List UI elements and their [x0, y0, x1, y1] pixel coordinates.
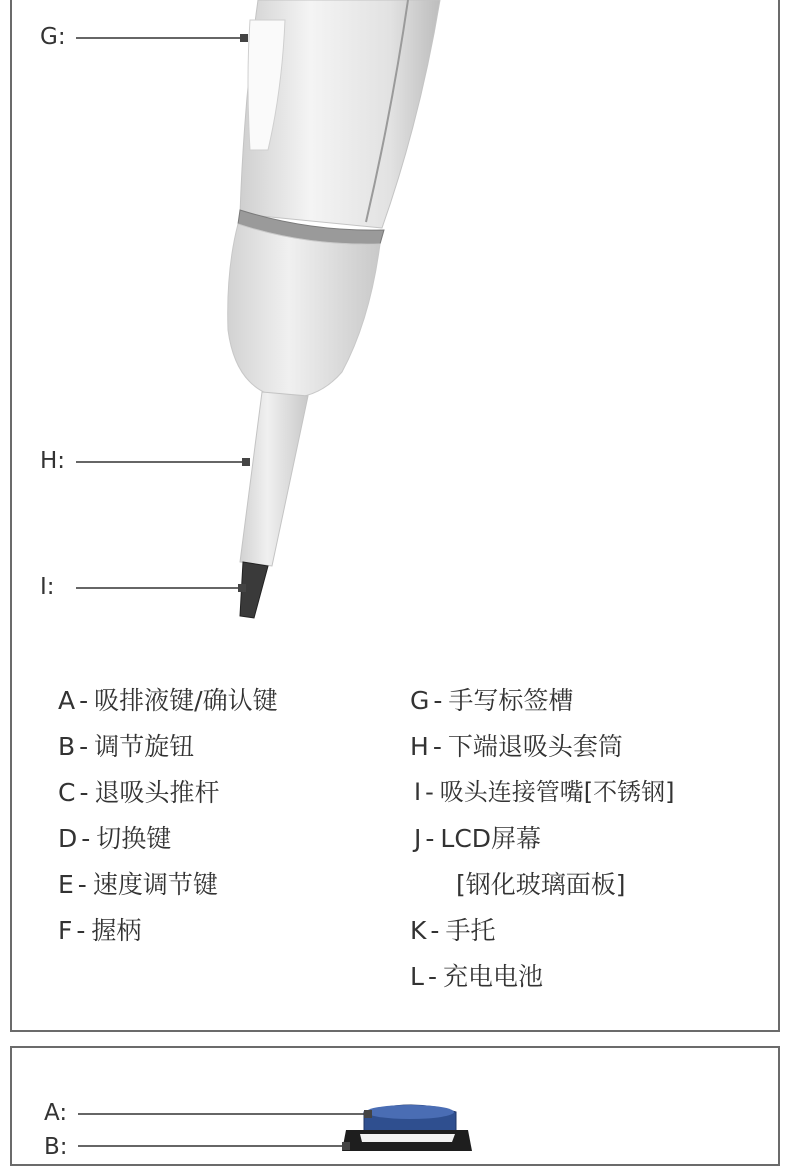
- legend-sep: -: [425, 824, 435, 853]
- legend-sep: -: [425, 778, 434, 806]
- legend-item-a: [58, 688, 278, 713]
- callout-b: B:: [44, 1134, 68, 1160]
- legend-sep: -: [81, 824, 91, 853]
- legend-key: I: [414, 778, 422, 806]
- legend-key: K: [410, 916, 427, 945]
- legend-sep: -: [77, 870, 87, 899]
- legend-text: 手托: [445, 916, 496, 945]
- legend-item-c: [58, 780, 220, 805]
- legend-text: 速度调节键: [92, 870, 218, 899]
- callout-g: G:: [40, 24, 66, 50]
- legend-text: 吸头连接管嘴[不锈钢]: [439, 778, 675, 806]
- legend-sep: -: [79, 686, 89, 715]
- legend-sep: -: [430, 916, 440, 945]
- pipette-lower-body: [228, 224, 380, 398]
- legend-item-i: [414, 780, 674, 804]
- legend-item-f: [58, 918, 141, 943]
- legend-item-h: [410, 734, 623, 759]
- legend-key: A: [58, 686, 76, 715]
- callout-i: I:: [40, 574, 55, 600]
- legend-sep: -: [79, 732, 89, 761]
- legend-item-b: [58, 734, 194, 759]
- legend-item-e: [58, 872, 218, 897]
- legend-key: G: [410, 686, 430, 715]
- legend-key: D: [58, 824, 78, 853]
- legend-text: [钢化玻璃面板]: [456, 870, 626, 899]
- legend-key: L: [410, 962, 424, 991]
- legend-text: 切换键: [96, 824, 172, 853]
- legend-item-l: [410, 964, 543, 989]
- legend-item-j: [414, 826, 541, 851]
- legend-item-j-note: [456, 872, 626, 897]
- legend-key: J: [414, 824, 422, 853]
- legend-item-d: [58, 826, 171, 851]
- legend-text: 手写标签槽: [448, 686, 574, 715]
- legend-item-g: [410, 688, 573, 713]
- legend-key: B: [58, 732, 76, 761]
- pipette-top-panel: [10, 1046, 780, 1166]
- legend-text: 下端退吸头套筒: [447, 732, 623, 761]
- legend-text: 充电电池: [442, 962, 543, 991]
- legend-sep: -: [433, 686, 443, 715]
- legend-sep: -: [76, 916, 86, 945]
- legend-key: C: [58, 778, 76, 807]
- legend-key: F: [58, 916, 73, 945]
- legend-text: 握柄: [91, 916, 142, 945]
- legend-text: LCD屏幕: [440, 824, 542, 853]
- legend-text: 退吸头推杆: [94, 778, 220, 807]
- legend-key: H: [410, 732, 429, 761]
- tip-ejector-sleeve: [240, 392, 308, 566]
- legend-sep: -: [427, 962, 437, 991]
- legend-text: 吸排液键/确认键: [94, 686, 278, 715]
- legend-item-k: [410, 918, 495, 943]
- legend-text: 调节旋钮: [94, 732, 195, 761]
- callout-h: H:: [40, 448, 66, 474]
- legend-sep: -: [432, 732, 442, 761]
- legend-sep: -: [79, 778, 89, 807]
- callout-a: A:: [44, 1100, 68, 1126]
- legend-key: E: [58, 870, 74, 899]
